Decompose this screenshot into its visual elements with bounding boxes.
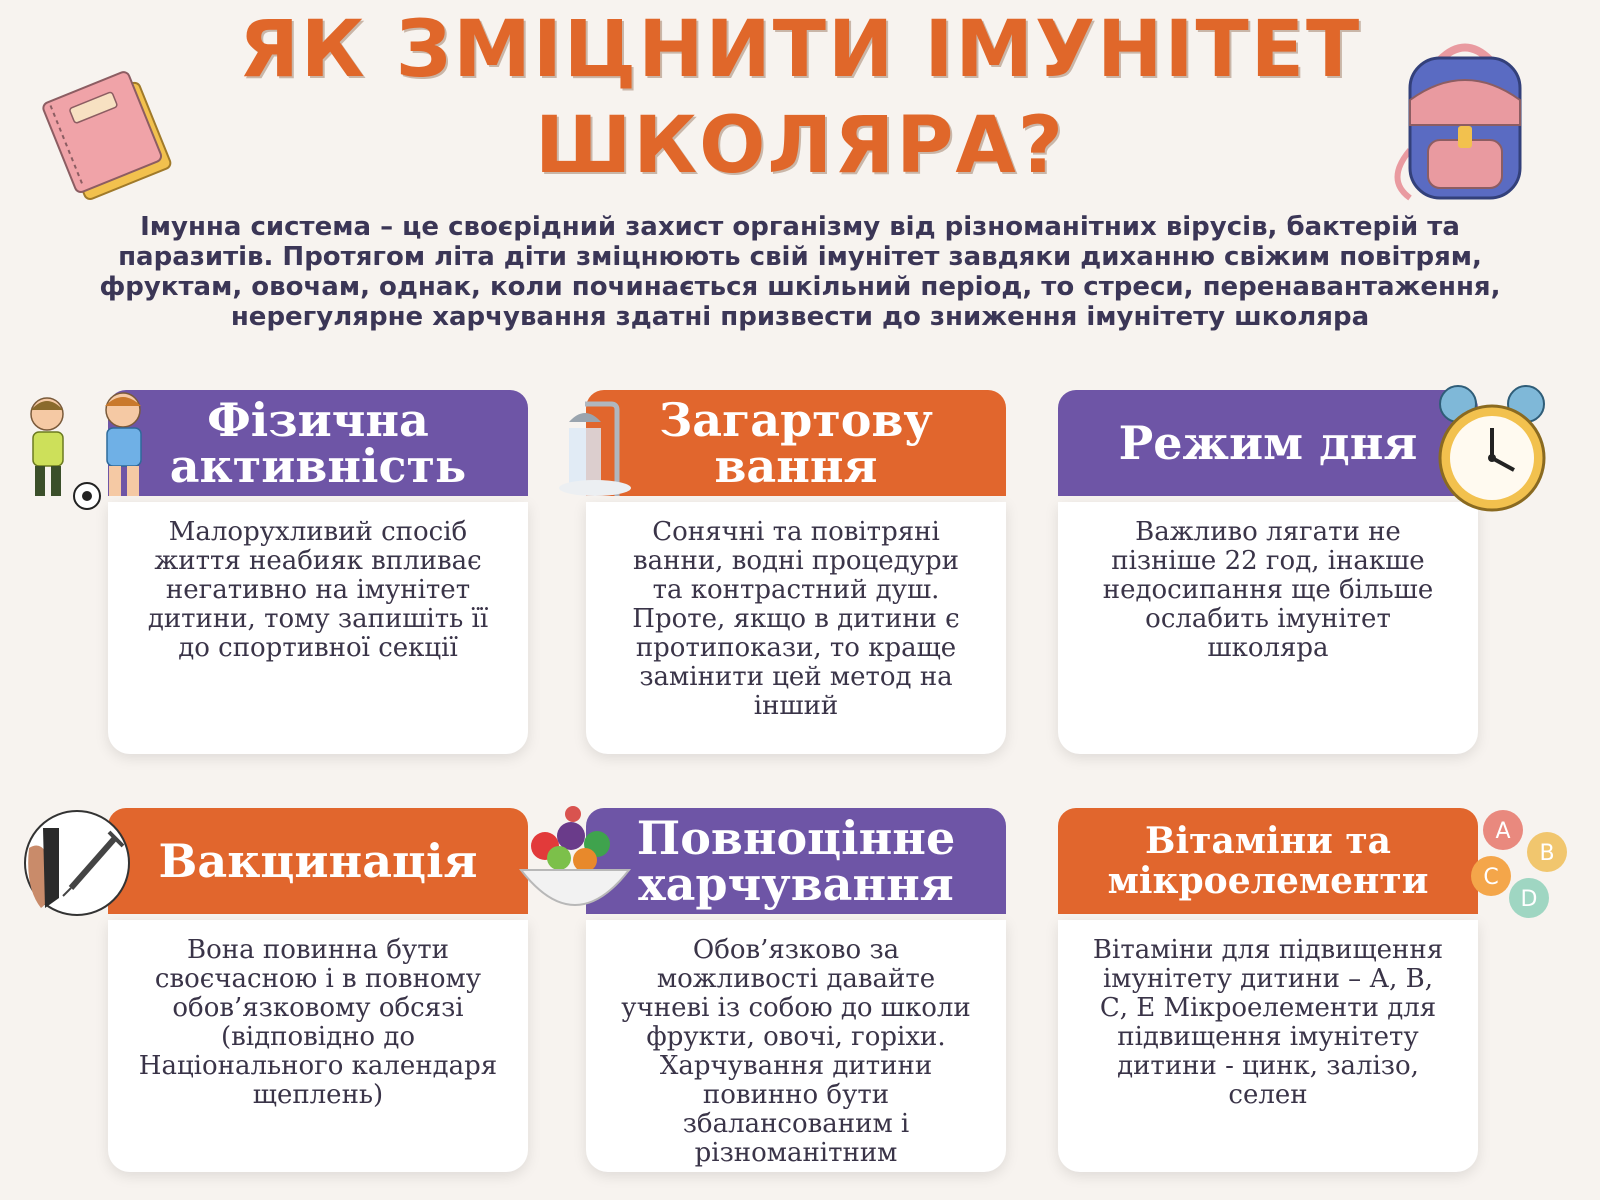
vitamin-letter-d: D xyxy=(1520,887,1538,912)
page-title xyxy=(0,0,1600,194)
kids-playing-icon xyxy=(15,392,165,517)
card-title: Повноцінне харчування xyxy=(586,808,1006,914)
vitamin-letter-a: A xyxy=(1495,819,1511,844)
shower-icon xyxy=(555,400,655,500)
vitamin-letter-b: B xyxy=(1539,841,1555,866)
title-line-1: ЯК ЗМІЦНИТИ ІМУНІТЕТ xyxy=(238,5,1362,95)
vitamin-letter-c: C xyxy=(1483,865,1499,890)
alarm-clock-icon xyxy=(1418,372,1568,522)
card-text: Обов’язково за можливості давайте учневі із собою до школи фрукти, овочі, горіхи. Харчування дитини повинно бути збалансованим і різноманітним xyxy=(586,920,1006,1172)
card-title: Режим дня xyxy=(1058,390,1478,496)
card-text: Вона повинна бути своєчасною і в повному обов’язковому обсязі (відповідно до Національного календаря щеплень) xyxy=(108,920,528,1172)
card-title: Вітаміни та мікроелементи xyxy=(1058,808,1478,914)
salad-bowl-icon xyxy=(515,800,635,930)
card-title: Загартову вання xyxy=(586,390,1006,496)
card-text: Сонячні та повітряні ванни, водні процедури та контрастний душ. Проте, якщо в дитини є протипокази, то краще замінити цей метод на інший xyxy=(586,502,1006,754)
card-text: Вітаміни для підвищення імунітету дитини – А, В, С, Е Мікроелементи для підвищення імунітету дитини - цинк, залізо, селен xyxy=(1058,920,1478,1172)
intro-paragraph: Імунна система – це своєрідний захист організму від різноманітних вірусів, бактерій та паразитів. Протягом літа діти зміцнюють свій імунітет завдяки диханню свіжим повітрям, фруктам, овочам, однак, коли починається шкільний період, то стреси, перенавантаження, нерегулярне харчування здатні призвести до зниження імунітету школяра xyxy=(99,212,1501,332)
title-line-2: ШКОЛЯРА? xyxy=(534,101,1066,191)
vaccine-syringe-icon xyxy=(15,808,140,918)
card-text: Малорухливий спосіб життя неабияк впливає негативно на імунітет дитини, тому запишіть її до спортивної секції xyxy=(108,502,528,754)
vitamin-balls-icon xyxy=(1455,808,1570,923)
card-title: Вакцинація xyxy=(108,808,528,914)
backpack-icon xyxy=(1380,30,1550,205)
card-title: Фізична активність xyxy=(108,390,528,496)
card-text: Важливо лягати не пізніше 22 год, інакше недосипання ще більше ослабить імунітет школяра xyxy=(1058,502,1478,754)
notebook-icon xyxy=(40,55,180,205)
